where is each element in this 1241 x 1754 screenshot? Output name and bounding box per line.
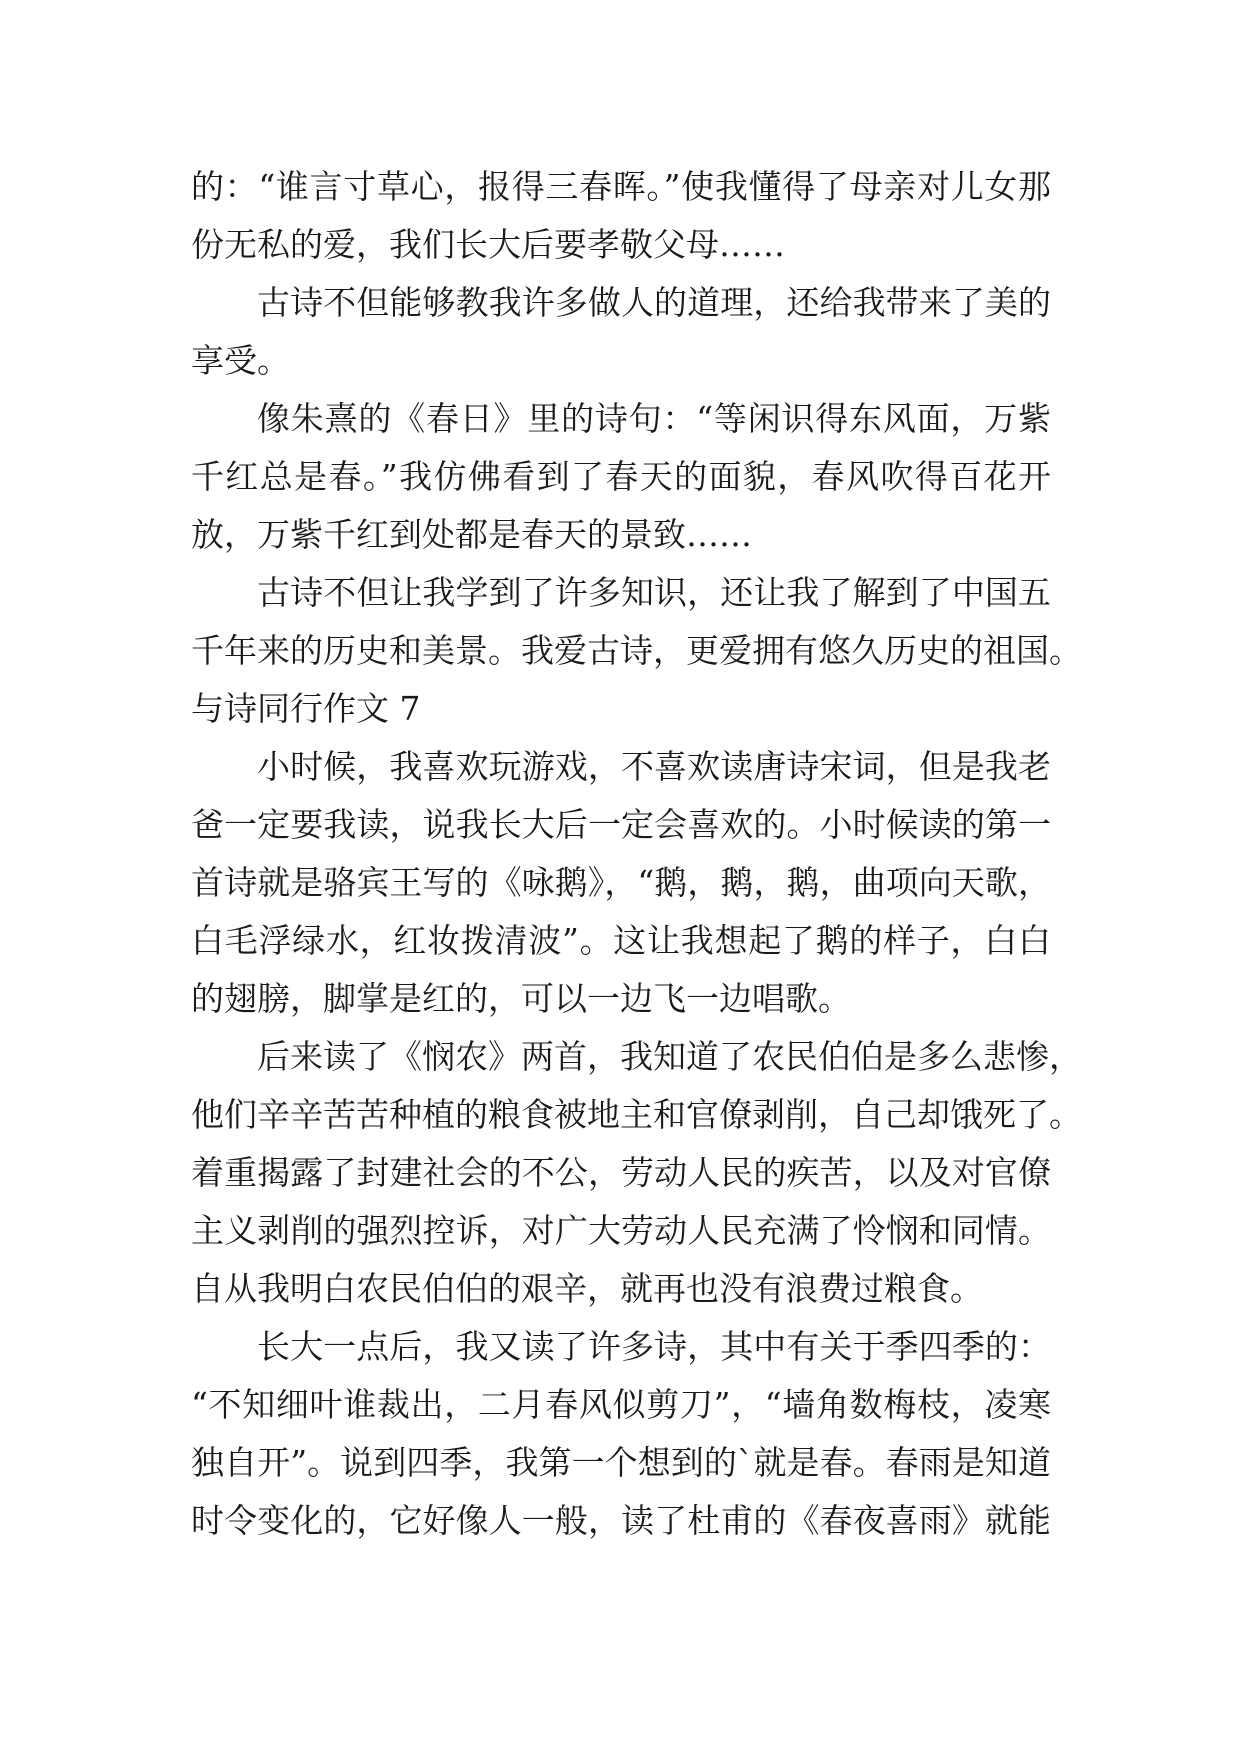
text-line: 享受。 <box>191 341 290 380</box>
paragraph-start-line: 像朱熹的《春日》里的诗句：“等闲识得东风面，万紫 <box>257 399 1051 438</box>
text-line: 爸一定要我读，说我长大后一定会喜欢的。小时候读的第一 <box>191 805 1051 844</box>
text-line: 的翅膀，脚掌是红的，可以一边飞一边唱歌。 <box>191 979 851 1018</box>
text-line: 他们辛辛苦苦种植的粮食被地主和官僚剥削，自己却饿死了。 <box>191 1095 1082 1134</box>
essay-body <box>191 158 1082 1550</box>
text-line: 独自开”。说到四季，我第一个想到的`就是春。春雨是知道 <box>191 1443 1051 1482</box>
text-line: 放，万紫千红到处都是春天的景致…… <box>191 515 752 554</box>
text-line: 着重揭露了封建社会的不公，劳动人民的疾苦，以及对官僚 <box>191 1153 1051 1192</box>
paragraph-start-line: 小时候，我喜欢玩游戏，不喜欢读唐诗宋词，但是我老 <box>257 747 1051 786</box>
paragraph-start-line: 古诗不但能够教我许多做人的道理，还给我带来了美的 <box>257 283 1051 322</box>
text-line: 自从我明白农民伯伯的艰辛，就再也没有浪费过粮食。 <box>191 1269 983 1308</box>
text-line: 时令变化的，它好像人一般，读了杜甫的《春夜喜雨》就能 <box>191 1501 1051 1540</box>
text-line: 份无私的爱，我们长大后要孝敬父母…… <box>191 225 785 264</box>
text-line: 首诗就是骆宾王写的《咏鹅》，“鹅，鹅，鹅，曲项向天歌， <box>191 863 1051 902</box>
text-line: 千红总是春。”我仿佛看到了春天的面貌，春风吹得百花开 <box>191 457 1051 496</box>
text-line: 千年来的历史和美景。我爱古诗，更爱拥有悠久历史的祖国。 <box>191 631 1082 670</box>
section-heading: 与诗同行作文 7 <box>191 689 421 728</box>
text-line: 的：“谁言寸草心，报得三春晖。”使我懂得了母亲对儿女那 <box>191 167 1051 206</box>
paragraph-start-line: 长大一点后，我又读了许多诗，其中有关于季四季的： <box>257 1327 1051 1366</box>
paragraph-start-line: 古诗不但让我学到了许多知识，还让我了解到了中国五 <box>257 573 1051 612</box>
paragraph-start-line: 后来读了《悯农》两首，我知道了农民伯伯是多么悲惨， <box>257 1037 1082 1076</box>
text-line: 白毛浮绿水，红妆拨清波”。这让我想起了鹅的样子，白白 <box>191 921 1051 960</box>
text-line: “不知细叶谁裁出，二月春风似剪刀”，“墙角数梅枝，凌寒 <box>191 1385 1051 1424</box>
text-line: 主义剥削的强烈控诉，对广大劳动人民充满了怜悯和同情。 <box>191 1211 1051 1250</box>
